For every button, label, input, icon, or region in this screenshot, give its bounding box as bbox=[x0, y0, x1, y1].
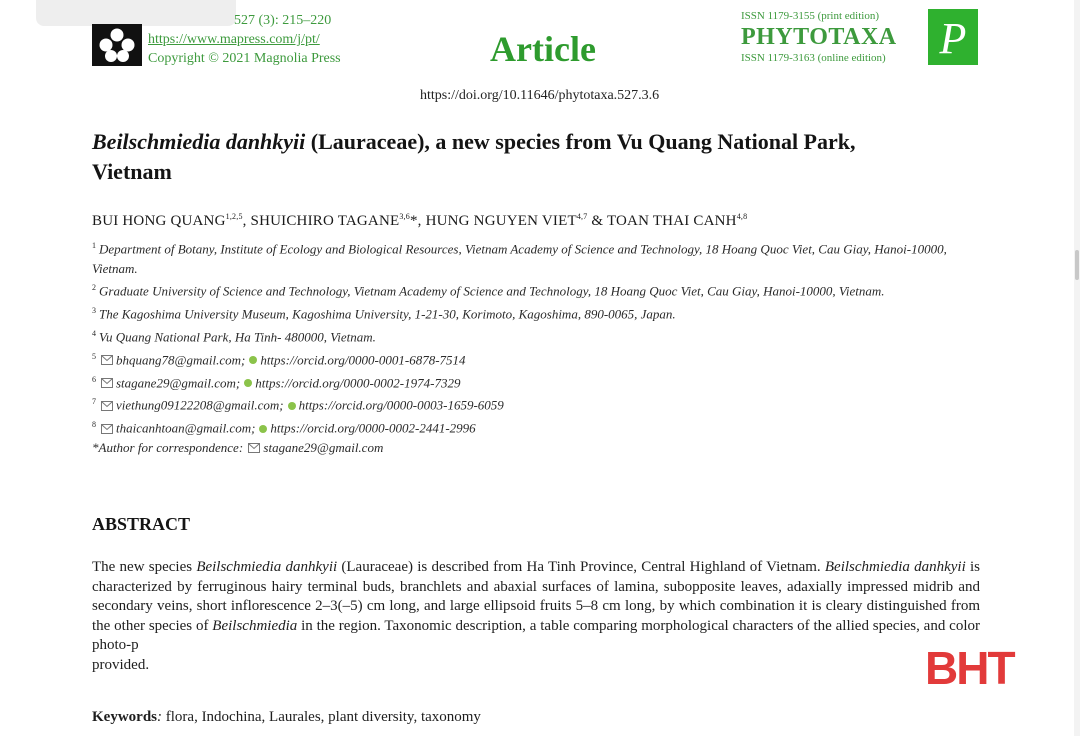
journal-name: PHYTOTAXA bbox=[741, 24, 897, 50]
author-list bbox=[92, 212, 747, 230]
affiliation-text: Department of Botany, Institute of Ecology and Biological Resources, Vietnam Academy of Science and Technology, 18 Hoang Quoc Viet, Cau Giay, Hanoi-10000, Vietnam. bbox=[92, 241, 947, 276]
species-name: Beilschmiedia danhkyii bbox=[196, 559, 338, 575]
affiliation-mark: 1 bbox=[92, 241, 96, 250]
orcid-link[interactable]: https://orcid.org/0000-0002-1974-7329 bbox=[255, 374, 461, 390]
email-icon bbox=[101, 378, 113, 388]
contact-line bbox=[92, 415, 992, 438]
scrollbar[interactable] bbox=[1074, 0, 1080, 736]
affiliation-mark: 6 bbox=[92, 374, 96, 384]
email-icon bbox=[248, 443, 260, 453]
journal-volume: 527 (3): 215–220 bbox=[234, 13, 332, 28]
email-icon bbox=[101, 401, 113, 411]
affiliation-text: Vu Quang National Park, Ha Tinh- 480000, Vietnam. bbox=[99, 329, 376, 345]
issn-block bbox=[741, 9, 897, 65]
abstract-segment: provided. bbox=[92, 656, 150, 673]
contact-line bbox=[92, 347, 992, 370]
title-text: (Lauraceae), a new species from Vu Quang National Park, bbox=[305, 129, 856, 154]
affiliation-item bbox=[92, 278, 992, 301]
author-separator: & bbox=[587, 213, 607, 229]
orcid-link[interactable]: https://orcid.org/0000-0002-2441-2996 bbox=[270, 420, 476, 436]
phytotaxa-logo-icon bbox=[928, 9, 978, 65]
abstract-segment: is characterized by ferruginous hairy terminal buds, branchlets and abaxial surfaces of lamina, subopposite leaves, adaxially impressed midrib and secondary veins, short inflorescence 2–3(–5) cm long, and large ellipsoid fruits 5–8 cm long, by which combination it is cleary distinguished from the other species of bbox=[92, 559, 980, 634]
author-separator: , bbox=[242, 213, 251, 229]
keywords-separator: : bbox=[157, 709, 166, 725]
title-species-name: Beilschmiedia danhkyii bbox=[92, 129, 306, 154]
affiliation-mark: 8 bbox=[92, 420, 96, 430]
journal-copyright: Copyright © 2021 Magnolia Press bbox=[148, 51, 341, 66]
correspondence-label: *Author for correspondence: bbox=[92, 440, 247, 456]
author-name: SHUICHIRO TAGANE bbox=[250, 213, 400, 229]
orcid-icon bbox=[259, 425, 267, 433]
email-link[interactable]: bhquang78@gmail.com; bbox=[116, 352, 246, 368]
title-text-line2: Vietnam bbox=[92, 159, 172, 184]
affiliation-item bbox=[92, 301, 992, 324]
orcid-icon bbox=[288, 402, 296, 410]
affiliation-mark: 2 bbox=[92, 283, 96, 293]
author-affil-mark: 3,6 bbox=[399, 212, 410, 221]
abstract-segment: (Lauraceae) is described from Ha Tinh Province, Central Highland of Vietnam. bbox=[337, 559, 825, 575]
genus-name: Beilschmiedia bbox=[212, 617, 298, 634]
affiliation-mark: 3 bbox=[92, 306, 96, 316]
issn-print: ISSN 1179-3155 (print edition) bbox=[741, 10, 879, 22]
email-link[interactable]: viethung09122208@gmail.com; bbox=[116, 397, 284, 413]
abstract-segment: The new species bbox=[92, 559, 197, 575]
affiliation-text: Graduate University of Science and Technology, Vietnam Academy of Science and Technology, 18 Hoang Quoc Viet, Cau Giay, Hanoi-10000, Vietnam. bbox=[99, 283, 885, 299]
doi-link[interactable]: https://doi.org/10.11646/phytotaxa.527.3.6 bbox=[420, 88, 660, 103]
orcid-link[interactable]: https://orcid.org/0000-0003-1659-6059 bbox=[298, 397, 504, 413]
orcid-link[interactable]: https://orcid.org/0000-0001-6878-7514 bbox=[260, 352, 466, 368]
affiliation-item bbox=[92, 236, 992, 278]
abstract-segment: in the region. Taxonomic description, a table comparing morphological characters of the allied species, and color photo-p bbox=[92, 617, 980, 653]
author-affil-mark: 4,7 bbox=[576, 212, 588, 221]
orcid-icon bbox=[244, 379, 252, 387]
contact-line bbox=[92, 370, 992, 393]
affiliation-text: The Kagoshima University Museum, Kagoshima University, 1-21-30, Korimoto, Kagoshima, 890-0065, Japan. bbox=[99, 306, 676, 322]
author-name: HUNG NGUYEN VIET bbox=[425, 213, 577, 229]
orcid-icon bbox=[249, 356, 257, 364]
journal-url-link[interactable]: https://www.mapress.com/j/pt/ bbox=[148, 32, 320, 47]
phytotaxa-logo-letter: P bbox=[939, 14, 967, 63]
scrollbar-thumb[interactable] bbox=[1075, 250, 1079, 280]
email-link[interactable]: thaicanhtoan@gmail.com; bbox=[116, 420, 256, 436]
bht-watermark-logo: BHT bbox=[921, 643, 1018, 693]
affiliation-mark: 5 bbox=[92, 351, 96, 361]
keywords-text: flora, Indochina, Laurales, plant diversity, taxonomy bbox=[165, 709, 481, 725]
corresponding-mark: * bbox=[409, 213, 418, 229]
email-link[interactable]: stagane29@gmail.com; bbox=[116, 374, 241, 390]
journal-info bbox=[148, 11, 341, 68]
affiliation-mark: 4 bbox=[92, 328, 96, 338]
paper-title bbox=[92, 127, 992, 187]
author-affil-mark: 4,8 bbox=[736, 212, 748, 221]
correspondence-email-link[interactable]: stagane29@gmail.com bbox=[263, 440, 384, 456]
email-icon bbox=[101, 424, 113, 434]
affiliation-mark: 7 bbox=[92, 397, 96, 407]
author-affil-mark: 1,2,5 bbox=[225, 212, 243, 221]
correspondence-line bbox=[92, 438, 992, 458]
species-name: Beilschmiedia danhkyii bbox=[824, 559, 966, 575]
author-name: TOAN THAI CANH bbox=[606, 213, 737, 229]
email-icon bbox=[101, 355, 113, 365]
author-separator: , bbox=[417, 213, 426, 229]
magnolia-press-logo-icon bbox=[92, 24, 142, 66]
affiliation-item bbox=[92, 324, 992, 347]
abstract-text bbox=[92, 558, 980, 675]
affiliation-list bbox=[92, 236, 992, 458]
keywords-line bbox=[92, 709, 481, 726]
keywords-label: Keywords bbox=[92, 709, 157, 725]
author-name: BUI HONG QUANG bbox=[92, 213, 226, 229]
article-type-heading: Article bbox=[490, 29, 596, 69]
issn-online: ISSN 1179-3163 (online edition) bbox=[741, 52, 886, 64]
abstract-heading: ABSTRACT bbox=[92, 514, 191, 534]
contact-line bbox=[92, 392, 992, 415]
